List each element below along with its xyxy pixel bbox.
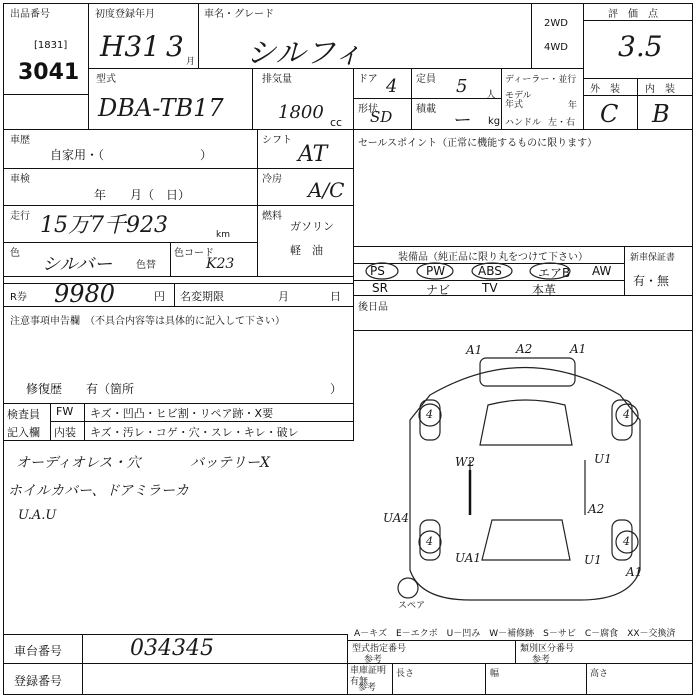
aftermarket-label: 後日品 xyxy=(358,302,388,313)
diagram-mark-a1-top-right: A1 xyxy=(570,342,587,356)
equip-navi: ナビ xyxy=(426,283,451,297)
equipment-label: 装備品（純正品に限り丸をつけて下さい） xyxy=(398,252,588,263)
fuel-gasoline: ガソリン xyxy=(290,220,334,233)
recycle-unit: 円 xyxy=(154,290,165,303)
name-change-month: 月 xyxy=(278,290,289,303)
doors-value: 4 xyxy=(386,76,398,97)
interior-items: キズ・汚レ・コゲ・穴・スレ・キレ・破レ xyxy=(90,426,299,439)
model-name-label: 車名・グレード xyxy=(204,9,274,20)
displacement-label: 排気量 xyxy=(262,74,292,85)
fuel-label: 燃料 xyxy=(262,211,282,222)
handwritten-note-4: U.A.U xyxy=(18,508,57,523)
year-unit: 年 xyxy=(568,101,578,111)
warranty-label: 新車保証書 xyxy=(630,253,676,263)
cert-div-3 xyxy=(586,663,587,695)
equip-aw: AW xyxy=(592,264,612,278)
diagram-mark-w2: W2 xyxy=(455,455,475,469)
mileage-label: 走行 xyxy=(10,211,30,222)
name-change-day: 日 xyxy=(330,290,341,303)
first-reg-label: 初度登録年月 xyxy=(95,9,155,20)
history-label: 車歴 xyxy=(10,135,30,146)
class-reference: 参考 xyxy=(532,655,551,665)
length-label: 長さ xyxy=(396,669,415,679)
exhibit-no-label: 出品番号 xyxy=(10,9,50,20)
mileage-value: 15万7千923 xyxy=(40,213,168,238)
model-year-label: モデル年式 xyxy=(505,91,532,110)
registration-label: 登録番号 xyxy=(14,674,63,688)
name-change-label: 名変期限 xyxy=(180,290,224,303)
shift-label: シフト xyxy=(262,135,292,146)
displacement-unit: cc xyxy=(330,116,343,129)
mileage-unit: km xyxy=(216,230,230,240)
shape-value: SD xyxy=(370,108,393,126)
interior-label: 内 装 xyxy=(645,84,675,95)
chassis-value: 034345 xyxy=(130,636,214,661)
handwritten-note-3: ホイルカバー、ドアミラーカ xyxy=(8,483,189,499)
ac-label: 冷房 xyxy=(262,174,282,185)
cert-div-1 xyxy=(392,663,393,695)
diagram-spare-label: スペア xyxy=(398,601,426,611)
handwritten-note-2: バッテリーX xyxy=(190,455,270,471)
model-name: シルフィ xyxy=(246,36,363,71)
load-value: ー xyxy=(452,110,470,131)
diagram-mark-4-front-right: 4 xyxy=(623,408,630,421)
drive-2wd: 2WD xyxy=(544,18,568,29)
handle-options: 左・右 xyxy=(548,118,576,128)
warranty-value: 有・無 xyxy=(633,274,670,288)
displacement: 1800 xyxy=(278,102,324,123)
score-value: 3.5 xyxy=(618,30,663,63)
diagram-mark-a2-right: A2 xyxy=(588,502,605,516)
inspection-value: 年 月（ 日） xyxy=(94,188,191,202)
first-reg-value: H31 xyxy=(100,30,161,63)
fw-label: FW xyxy=(56,405,74,418)
diagram-mark-ua4: UA4 xyxy=(383,511,410,525)
diagram-mark-ua1: UA1 xyxy=(455,551,482,565)
equip-tv: TV xyxy=(482,281,498,295)
color-value: シルバー xyxy=(42,254,113,275)
interior-grade: B xyxy=(652,100,670,128)
cert-reference: 参考 xyxy=(358,683,377,693)
drive-4wd: 4WD xyxy=(544,42,568,53)
fw-items: キズ・凹凸・ヒビ割・リペア跡・X要 xyxy=(90,407,274,420)
designation-label: 型式指定番号 xyxy=(352,644,407,654)
model-code-label: 型式 xyxy=(96,74,116,85)
class-label: 類別区分番号 xyxy=(520,644,575,654)
fuel-diesel: 軽 油 xyxy=(290,244,323,257)
cert-div-2 xyxy=(485,663,486,695)
capacity-value: 5 xyxy=(456,76,468,97)
diagram-mark-4-rear-right: 4 xyxy=(623,535,630,548)
designation-div xyxy=(515,640,516,664)
color-change-label: 色替 xyxy=(136,260,156,271)
diagram-mark-a2-top: A2 xyxy=(516,342,533,356)
equip-pw: PW xyxy=(426,264,446,278)
exhibit-code: [1831] xyxy=(34,40,68,51)
color-label: 色 xyxy=(10,248,20,259)
equip-ps: PS xyxy=(370,264,385,278)
equip-sr: SR xyxy=(372,281,388,295)
load-label: 積載 xyxy=(416,104,436,115)
notes-label: 注意事項申告欄 （不具合内容等は具体的に記入して下さい） xyxy=(10,316,285,327)
height-label: 高さ xyxy=(590,669,609,679)
history-value: 自家用・（ ） xyxy=(50,148,213,162)
repair-close: ） xyxy=(330,382,343,396)
diagram-mark-u1-right: U1 xyxy=(594,452,612,466)
diagram-mark-a1-top-left: A1 xyxy=(466,343,483,357)
handle-label: ハンドル xyxy=(505,118,542,128)
entry-label: 記入欄 xyxy=(7,426,40,439)
recycle-label: R券 xyxy=(10,292,27,303)
score-label: 評 価 点 xyxy=(608,9,658,20)
exterior-label: 外 装 xyxy=(590,84,620,95)
equip-abs: ABS xyxy=(478,264,502,278)
first-reg-month-unit: 月 xyxy=(186,57,196,67)
equip-airbag: エアB xyxy=(538,266,571,280)
load-unit: kg xyxy=(488,116,501,127)
width-label: 幅 xyxy=(490,669,500,679)
repair-label: 修復歴 有（箇所 xyxy=(26,382,135,396)
shift-value: AT xyxy=(298,142,328,167)
cert-label: 車庫証明有無 xyxy=(350,666,387,687)
ac-value: A/C xyxy=(308,178,345,202)
recycle-value: 9980 xyxy=(54,280,116,308)
inspection-label: 車検 xyxy=(10,174,30,185)
diagram-mark-4-rear-left: 4 xyxy=(426,535,433,548)
shape-label: 形状 xyxy=(358,104,378,115)
capacity-label: 定員 xyxy=(416,74,436,85)
equip-leather: 本革 xyxy=(532,283,557,297)
exterior-grade: C xyxy=(600,100,619,128)
handwritten-note-1: オーディオレス・穴 xyxy=(16,455,141,471)
chassis-label: 車台番号 xyxy=(14,644,63,658)
interior-check-label: 内装 xyxy=(54,426,76,439)
diagram-mark-a1-lower: A1 xyxy=(626,565,643,579)
first-reg-month: 3 xyxy=(166,30,184,63)
diagram-mark-u1-lower: U1 xyxy=(584,553,602,567)
exhibit-no: 3041 xyxy=(18,60,80,85)
capacity-unit: 人 xyxy=(486,90,496,101)
model-code: DBA-TB17 xyxy=(98,94,224,122)
designation-reference: 参考 xyxy=(364,655,383,665)
selling-points-label: セールスポイント（正常に機能するものに限ります） xyxy=(358,138,598,149)
diagram-mark-4-front-left: 4 xyxy=(426,408,433,421)
diagram-legend: A－キズ E－エクボ U－凹み W－補修跡 S－サビ C－腐食 XX－交換済 xyxy=(354,629,676,639)
inspector-label: 検査員 xyxy=(7,408,40,421)
color-code-label: 色コード xyxy=(174,248,214,259)
dealer-label: ディーラー・並行 xyxy=(505,75,577,85)
doors-label: ドア xyxy=(358,74,378,85)
color-code-value: K23 xyxy=(206,256,235,272)
